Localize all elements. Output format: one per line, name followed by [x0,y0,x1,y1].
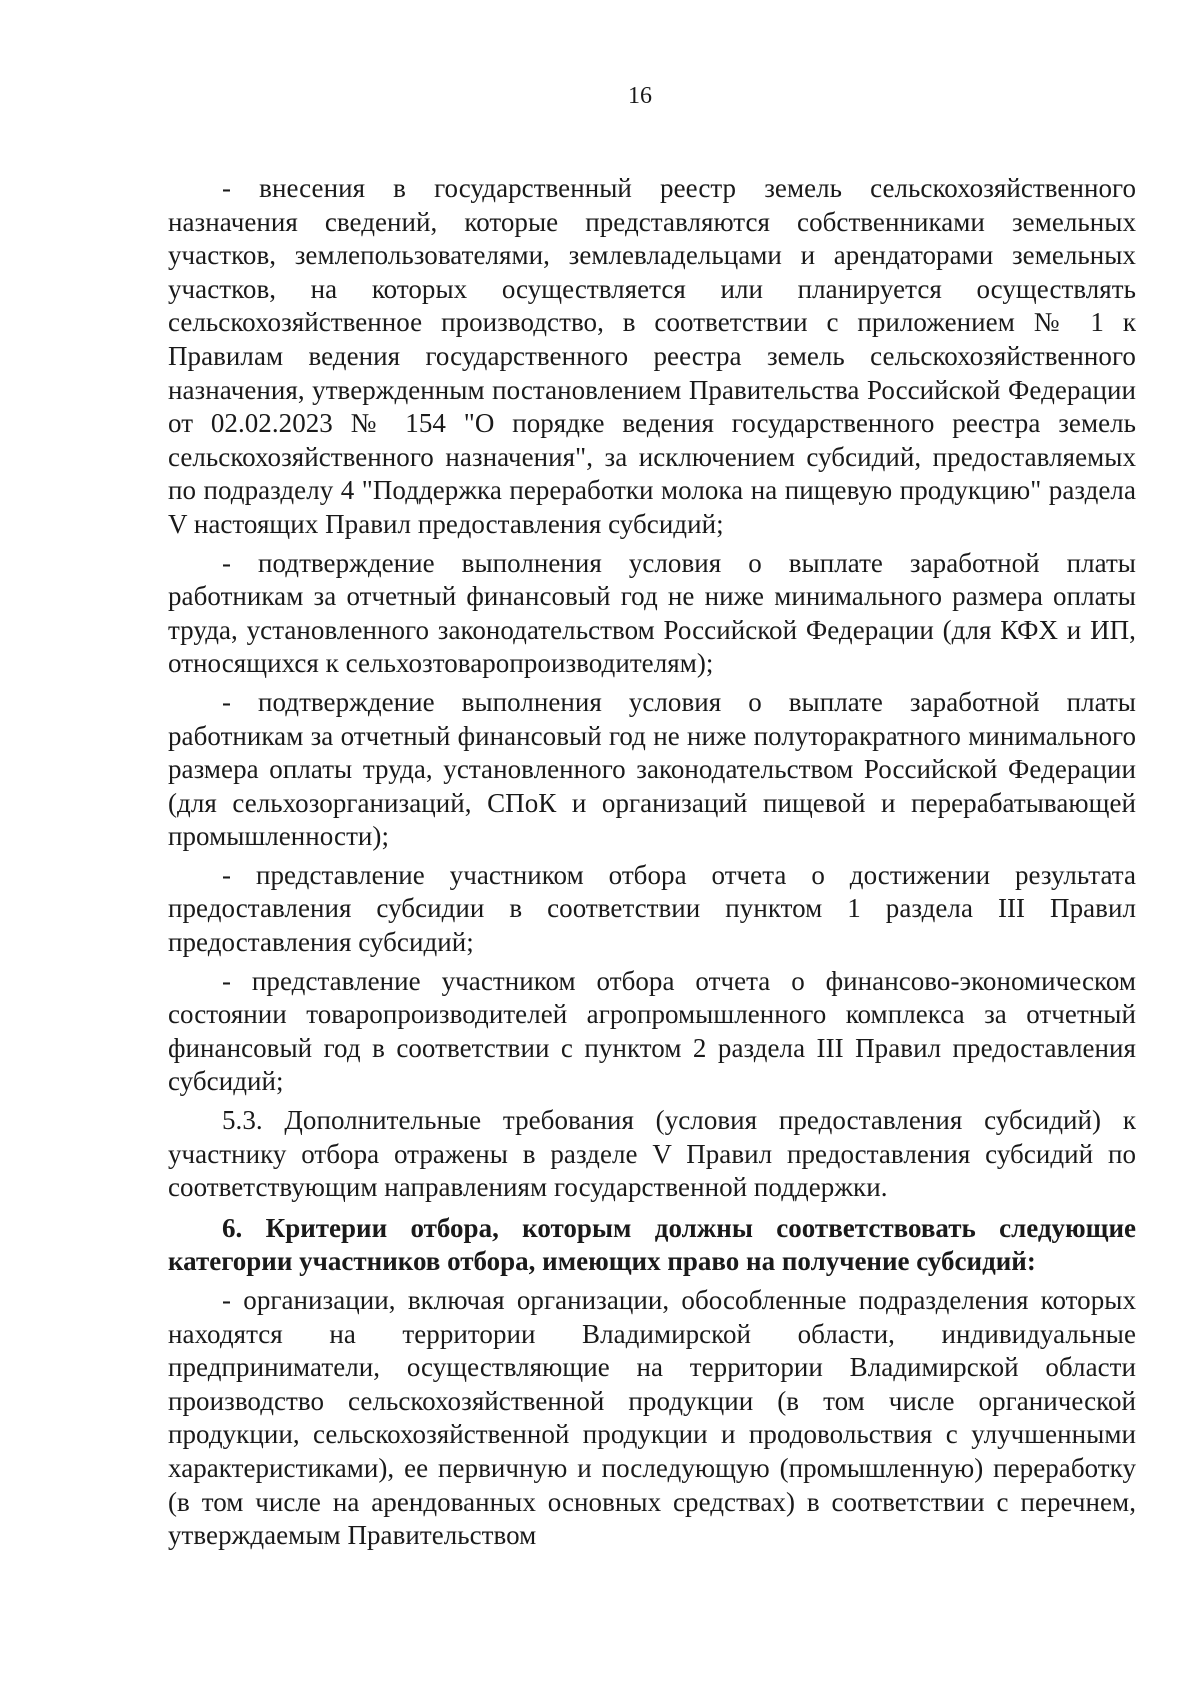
paragraph-organizations-criteria: - организации, включая организации, обособленные подразделения которых находятся на территории Владимирской области, индивидуальные предприниматели, осуществляющие на территории Владимирской области производство сельскохозяйственной продукции (в том числе органической продукции, сельскохозяйственной продукции и продовольствия с улучшенными характеристиками), ее первичную и последующую (промышленную) переработку (в том числе на арендованных основных средствах) в соответствии с перечнем, утверждаемым Правительством [168,1285,1136,1551]
paragraph-additional-requirements: 5.3. Дополнительные требования (условия предоставления субсидий) к участнику отбора отражены в разделе V Правил предоставления субсидий по соответствующим направлениям государственной поддержки. [168,1105,1136,1203]
document-body [168,172,1136,1553]
paragraph-min-wage-organizations: - подтверждение выполнения условия о выплате заработной платы работникам за отчетный финансовый год не ниже полуторакратного минимального размера оплаты труда, установленного законодательством Российской Федерации (для сельхозорганизаций, СПоК и организаций пищевой и перерабатывающей промышленности); [168,686,1136,852]
paragraph-land-registry: - внесения в государственный реестр земель сельскохозяйственного назначения сведений, которые представляются собственниками земельных участков, землепользователями, землевладельцами и арендаторами земельных участков, на которых осуществляется или планируется осуществлять сельскохозяйственное производство, в соответствии с приложением № 1 к Правилам ведения государственного реестра земель сельскохозяйственного назначения, утвержденным постановлением Правительства Российской Федерации от 02.02.2023 № 154 "О порядке ведения государственного реестра земель сельскохозяйственного назначения", за исключением субсидий, предоставляемых по подразделу 4 "Поддержка переработки молока на пищевую продукцию" раздела V настоящих Правил предоставления субсидий; [168,173,1136,539]
page-number: 16 [628,83,652,109]
section-heading: 6. Критерии отбора, которым должны соответствовать следующие категории участников отбора, имеющих право на получение субсидий: [168,1212,1136,1277]
paragraph-result-report: - представление участником отбора отчета о достижении результата предоставления субсидии в соответствии пунктом 1 раздела III Правил предоставления субсидий; [168,859,1136,958]
paragraph-financial-report: - представление участником отбора отчета о финансово-экономическом состоянии товаропроизводителей агропромышленного комплекса за отчетный финансовый год в соответствии с пунктом 2 раздела III Правил предоставления субсидий; [168,965,1136,1097]
paragraph-min-wage-kfh: - подтверждение выполнения условия о выплате заработной платы работникам за отчетный финансовый год не ниже минимального размера оплаты труда, установленного законодательством Российской Федерации (для КФХ и ИП, относящихся к сельхозтоваропроизводителям); [168,547,1136,679]
